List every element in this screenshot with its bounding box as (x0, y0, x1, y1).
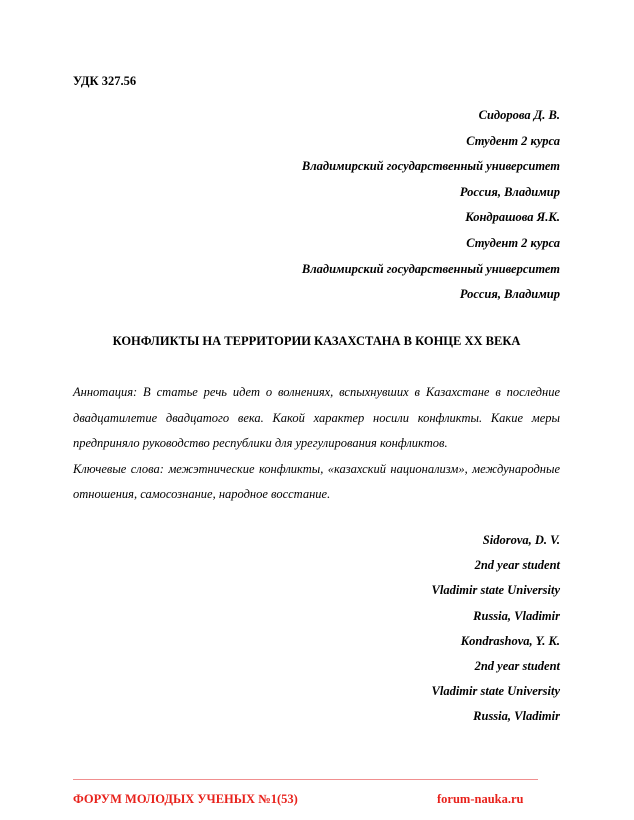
author-position: Студент 2 курса (466, 133, 560, 148)
author-name-en: Sidorova, D. V. (482, 533, 560, 547)
footer-divider (73, 779, 538, 780)
author-location: Россия, Владимир (459, 184, 560, 199)
author-affiliation-en: Vladimir state University (431, 684, 560, 699)
author-location-en: Russia, Vladimir (473, 709, 560, 724)
footer-journal: ФОРУМ МОЛОДЫХ УЧЕНЫХ №1(53) (73, 792, 298, 806)
footer-site-link[interactable]: forum-nauka.ru (437, 792, 524, 806)
keywords-text: Ключевые слова: межэтнические конфликты, «казахский национализм», международные отношения, самосознание, народное восстание. (73, 461, 560, 501)
udk-code: УДК 327.56 (73, 74, 137, 88)
author-affiliation: Владимирский государственный университет (301, 159, 560, 174)
author-location-en: Russia, Vladimir (473, 608, 560, 623)
article-title: КОНФЛИКТЫ НА ТЕРРИТОРИИ КАЗАХСТАНА В КОНЦЕ XX ВЕКА (112, 334, 521, 348)
author-affiliation: Владимирский государственный университет (301, 261, 560, 276)
author-position-en: 2nd year student (474, 658, 560, 673)
author-name: Сидорова Д. В. (478, 108, 560, 122)
author-position-en: 2nd year student (474, 558, 560, 573)
author-position: Студент 2 курса (466, 235, 560, 250)
authors-ru (302, 107, 560, 312)
author-name-en: Kondrashova, Y. K. (460, 633, 560, 648)
author-affiliation-en: Vladimir state University (431, 583, 560, 598)
abstract-block (73, 380, 560, 508)
author-location: Россия, Владимир (459, 287, 560, 302)
authors-en (432, 532, 560, 734)
author-name: Кондрашова Я.К. (465, 210, 560, 225)
abstract-text: Аннотация: В статье речь идет о волнениях, вспыхнувших в Казахстане в последние двадцатилетие двадцатого века. Какой характер носили конфликты. Какие меры предприняло руководство республики для урегулирования конфликтов. (73, 385, 560, 450)
